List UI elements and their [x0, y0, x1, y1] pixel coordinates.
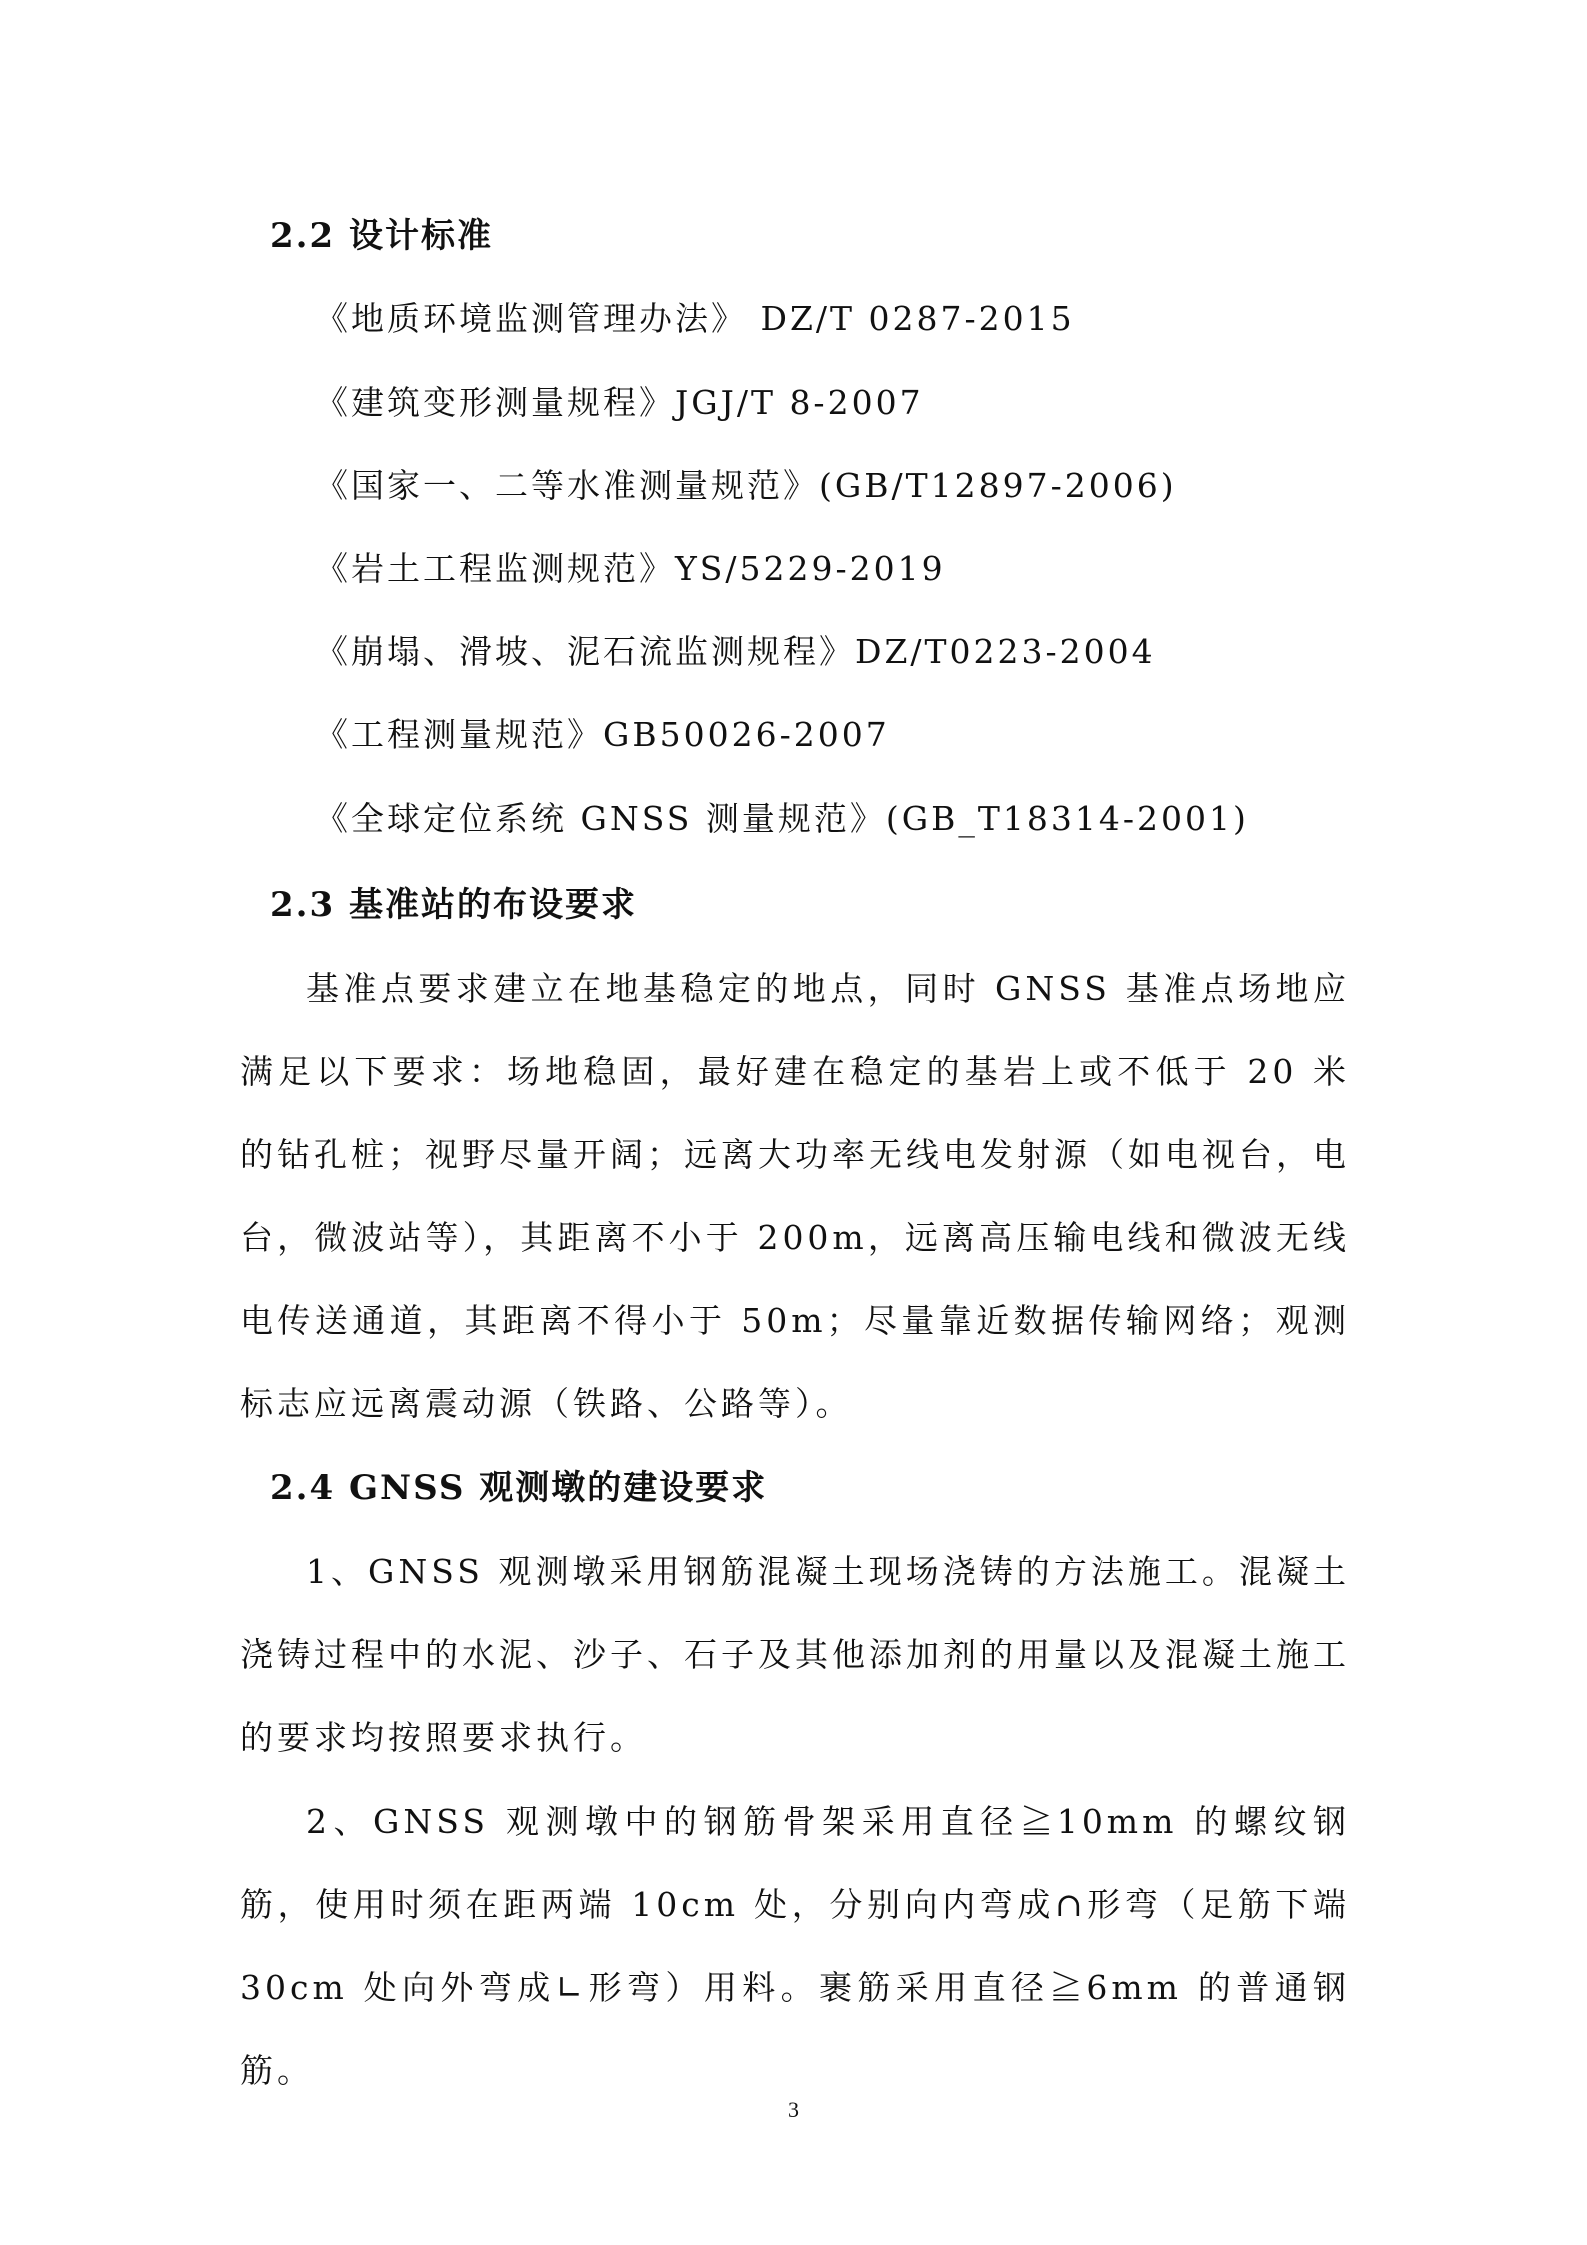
paragraph-pier-construction: 1、GNSS 观测墩采用钢筋混凝土现场浇铸的方法施工。混凝土浇铸过程中的水泥、沙子、石子及其他添加剂的用量以及混凝土施工的要求均按照要求执行。 — [240, 1552, 1350, 1757]
reference-item: 《国家一、二等水准测量规范》(GB/T12897-2006) — [315, 466, 1177, 505]
paragraph-pier-rebar: 2、GNSS 观测墩中的钢筋骨架采用直径≧10mm 的螺纹钢筋，使用时须在距两端 10cm 处，分别向内弯成∩形弯（足筋下端 30cm 处向外弯成∟形弯）用料。裹筋采用直径≧6mm 的普通钢筋。 — [240, 1802, 1350, 2090]
reference-item: 《崩塌、滑坡、泥石流监测规程》DZ/T0223-2004 — [315, 632, 1156, 671]
reference-item: 《工程测量规范》GB50026-2007 — [315, 715, 890, 754]
paragraph-base-station: 基准点要求建立在地基稳定的地点，同时 GNSS 基准点场地应满足以下要求：场地稳固，最好建在稳定的基岩上或不低于 20 米的钻孔桩；视野尽量开阔；远离大功率无线电发射源（如电视台，电台，微波站等），其距离不小于 200m，远离高压输电线和微波无线电传送通道，其距离不得小于 50m；尽量靠近数据传输网络；观测标志应远离震动源（铁路、公路等）。 — [240, 969, 1350, 1423]
section-heading-2-4: 2.4 GNSS 观测墩的建设要求 — [270, 1468, 768, 1508]
page-number: 3 — [788, 2097, 799, 2122]
reference-item: 《建筑变形测量规程》JGJ/T 8-2007 — [315, 383, 924, 422]
section-heading-2-3: 2.3 基准站的布设要求 — [270, 885, 637, 925]
reference-item: 《全球定位系统 GNSS 测量规范》(GB_T18314-2001) — [315, 799, 1249, 838]
section-heading-2-2: 2.2 设计标准 — [270, 216, 493, 256]
reference-item: 《岩土工程监测规范》YS/5229-2019 — [315, 549, 946, 588]
reference-item: 《地质环境监测管理办法》 DZ/T 0287-2015 — [315, 299, 1075, 338]
